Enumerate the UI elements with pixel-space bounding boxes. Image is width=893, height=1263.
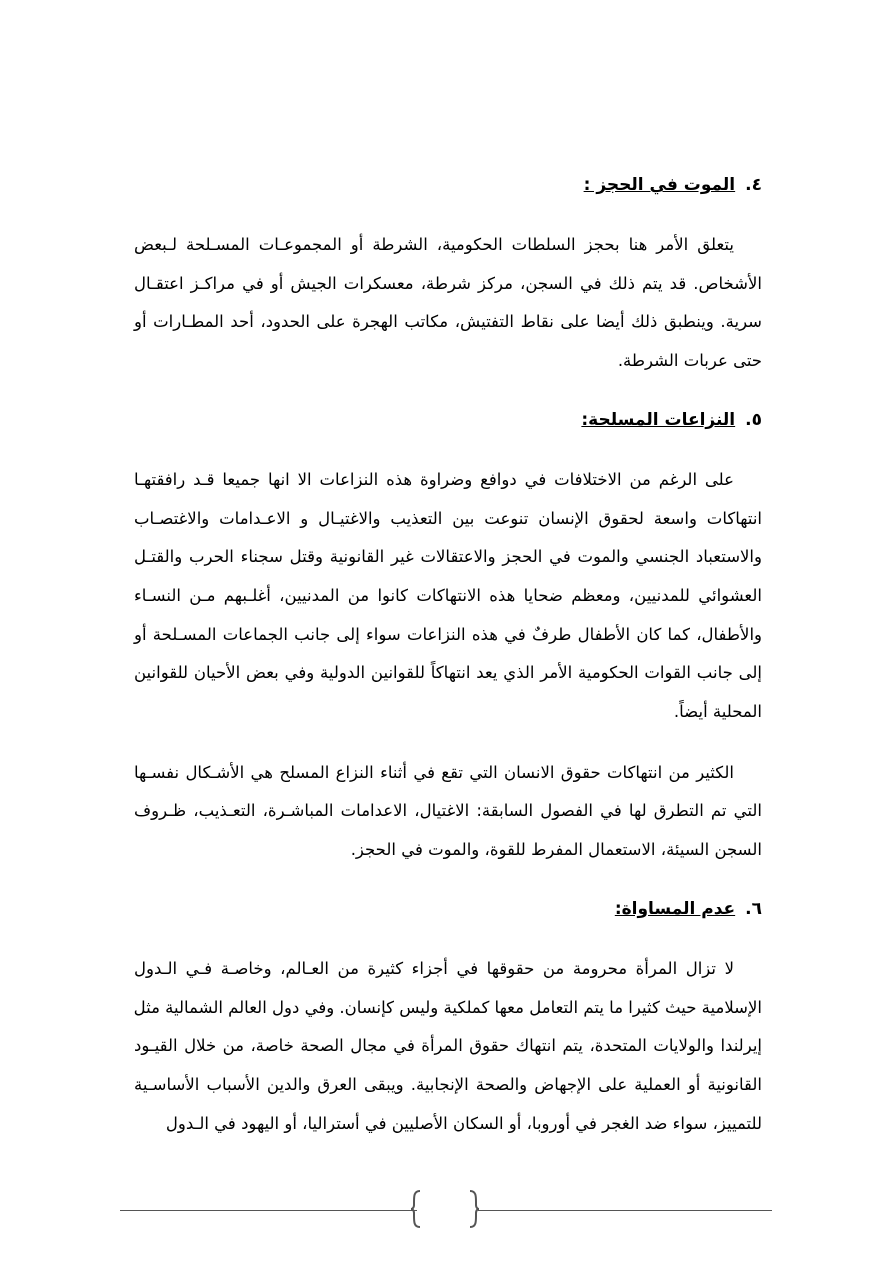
section-title: الموت في الحجز : (583, 175, 736, 195)
section-number: ٥. (745, 409, 762, 430)
paragraph-line: الكثير من انتهاكات حقوق الانسان التي تقع في أثناء النزاع المسلح هي الأشـكال نفسـها (134, 762, 734, 782)
section-number: ٤. (745, 175, 762, 195)
paragraph-line: للتمييز، سواء ضد الغجر في أوروبا، أو السكان الأصليين في أستراليا، أو اليهود في الـدول (165, 1113, 762, 1133)
body-paragraph (134, 754, 762, 870)
paragraph-line: إيرلندا والولايات المتحدة، يتم انتهاك حقوق المرأة في مجال الصحة خاصة، من خلال القيـود (134, 1036, 762, 1056)
paragraph-line: لا تزال المرأة محرومة من حقوقها في أجزاء كثيرة من العـالم، وخاصـة فـي الـدول (134, 958, 734, 978)
body-paragraph (134, 226, 762, 381)
section-heading (134, 892, 762, 926)
paragraph-line: على الرغم من الاختلافات في دوافع وضراوة هذه النزاعات الا انها جميعا قـد رافقتهـا (134, 469, 734, 489)
paragraph-line: العشوائي للمدنيين، ومعظم ضحايا هذه الانتهاكات كانوا من المدنيين، أغلـبهم مـن النسـاء (134, 585, 762, 605)
section-number: ٦. (745, 898, 762, 919)
section-heading (134, 168, 762, 202)
paragraph-line: إلى جانب القوات الحكومية الأمر الذي يعد انتهاكاً للقوانين الدولية وفي بعض الأحيان للقوانين (134, 663, 762, 683)
paragraph-line: حتى عربات الشرطة. (617, 351, 762, 371)
body-paragraph (134, 461, 762, 732)
section-title: النزاعات المسلحة: (581, 409, 736, 430)
paragraph-line: يتعلق الأمر هنا بحجز السلطات الحكومية، الشرطة أو المجموعـات المسـلحة لـبعض (134, 235, 734, 254)
paragraph-line: السجن السيئة، الاستعمال المفرط للقوة، والموت في الحجز. (350, 840, 762, 860)
footer-left-brace-icon (410, 1190, 424, 1228)
paragraph-line: سرية. وينطبق ذلك أيضا على نقاط التفتيش، مكاتب الهجرة على الحدود، أحد المطـارات أو (134, 312, 762, 332)
paragraph-line: القانونية أو العملية على الإجهاض والصحة الإنجابية. ويبقى العرق والدين الأسباب الأساسـية (134, 1074, 762, 1094)
paragraph-line: الأشخاص. قد يتم ذلك في السجن، مركز شرطة، معسكرات الجيش أو في مراكـز اعتقـال (134, 273, 762, 293)
section-title: عدم المساواة: (614, 898, 736, 919)
document-body (134, 168, 762, 1143)
section-heading (134, 403, 762, 437)
footer-rule-right (478, 1210, 772, 1211)
body-paragraph (134, 950, 762, 1144)
paragraph-line: الإسلامية حيث كثيرا ما يتم التعامل معها كملكية وليس كإنسان. وفي دول العالم الشمالية مثل (133, 997, 762, 1017)
paragraph-line: انتهاكات واسعة لحقوق الإنسان تنوعت بين التعذيب والاغتيـال و الاعـدامات والاغتصـاب (134, 508, 762, 528)
paragraph-line: التي تم التطرق لها في الفصول السابقة: الاغتيال، الاعدامات المباشـرة، التعـذيب، ظـروف (134, 801, 762, 821)
footer-right-brace-icon (466, 1190, 480, 1228)
paragraph-line: والأطفال، كما كان الأطفال طرفٌ في هذه النزاعات سواء إلى جانب الجماعات المسـلحة أو (134, 624, 762, 644)
footer-rule-left (120, 1210, 417, 1211)
paragraph-line: والاستعباد الجنسي والموت في الحجز والاعتقالات غير القانونية وقتل سجناء الحرب والقتـل (134, 547, 762, 567)
paragraph-line: المحلية أيضاً. (673, 702, 762, 722)
